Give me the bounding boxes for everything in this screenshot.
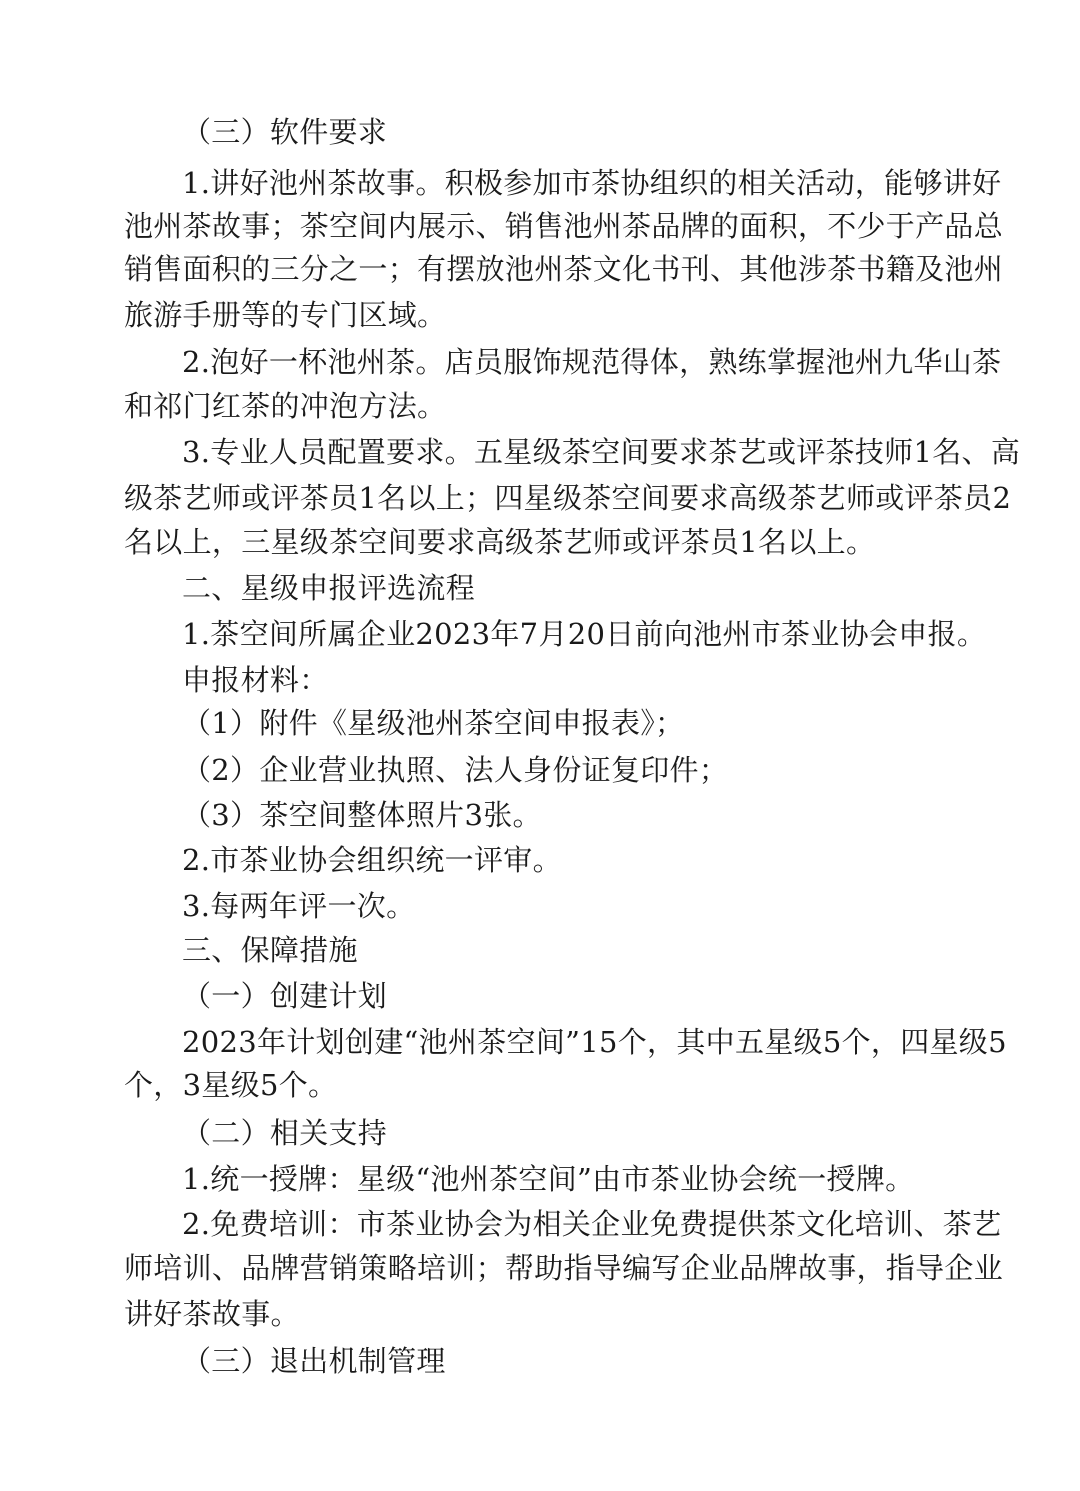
paragraph-line: 级茶艺师或评茶员1名以上；四星级茶空间要求高级茶艺师或评茶员2 (124, 481, 1012, 515)
paragraph-line: 2.市茶业协会组织统一评审。 (182, 843, 562, 877)
paragraph-line: 3.专业人员配置要求。五星级茶空间要求茶艺或评茶技师1名、高 (182, 435, 1021, 469)
paragraph-line: 个，3星级5个。 (124, 1068, 338, 1102)
paragraph-line: 1.讲好池州茶故事。积极参加市茶协组织的相关活动，能够讲好 (182, 166, 1002, 200)
paragraph-line: 销售面积的三分之一；有摆放池州茶文化书刊、其他涉茶书籍及池州 (124, 252, 1004, 286)
section-heading-software-requirements: （三）软件要求 (182, 115, 388, 149)
paragraph-line: 名以上，三星级茶空间要求高级茶艺师或评茶员1名以上。 (124, 525, 876, 559)
section-heading-safeguards: 三、保障措施 (182, 933, 358, 967)
paragraph-line: 申报材料： (182, 663, 329, 697)
section-heading-creation-plan: （一）创建计划 (182, 979, 388, 1013)
section-heading-exit-mechanism: （三）退出机制管理 (182, 1344, 446, 1378)
paragraph-line: 旅游手册等的专门区域。 (124, 298, 447, 332)
list-item: （1）附件《星级池州茶空间申报表》； (182, 706, 685, 740)
paragraph-line: 1.统一授牌：星级“池州茶空间”由市茶业协会统一授牌。 (182, 1162, 915, 1196)
paragraph-line: 1.茶空间所属企业2023年7月20日前向池州市茶业协会申报。 (182, 617, 987, 651)
paragraph-line: 3.每两年评一次。 (182, 889, 416, 923)
paragraph-line: 2023年计划创建“池州茶空间”15个，其中五星级5个，四星级5 (182, 1025, 1007, 1059)
section-heading-related-support: （二）相关支持 (182, 1116, 388, 1150)
paragraph-line: 和祁门红茶的冲泡方法。 (124, 389, 447, 423)
paragraph-line: 池州茶故事；茶空间内展示、销售池州茶品牌的面积，不少于产品总 (124, 209, 1004, 243)
paragraph-line: 2.泡好一杯池州茶。店员服饰规范得体，熟练掌握池州九华山茶 (182, 345, 1002, 379)
paragraph-line: 讲好茶故事。 (124, 1297, 300, 1331)
list-item: （3）茶空间整体照片3张。 (182, 798, 542, 832)
paragraph-line: 2.免费培训：市茶业协会为相关企业免费提供茶文化培训、茶艺 (182, 1207, 1002, 1241)
section-heading-star-rating-process: 二、星级申报评选流程 (182, 571, 476, 605)
list-item: （2）企业营业执照、法人身份证复印件； (182, 753, 729, 787)
paragraph-line: 师培训、品牌营销策略培训；帮助指导编写企业品牌故事，指导企业 (124, 1251, 1004, 1285)
